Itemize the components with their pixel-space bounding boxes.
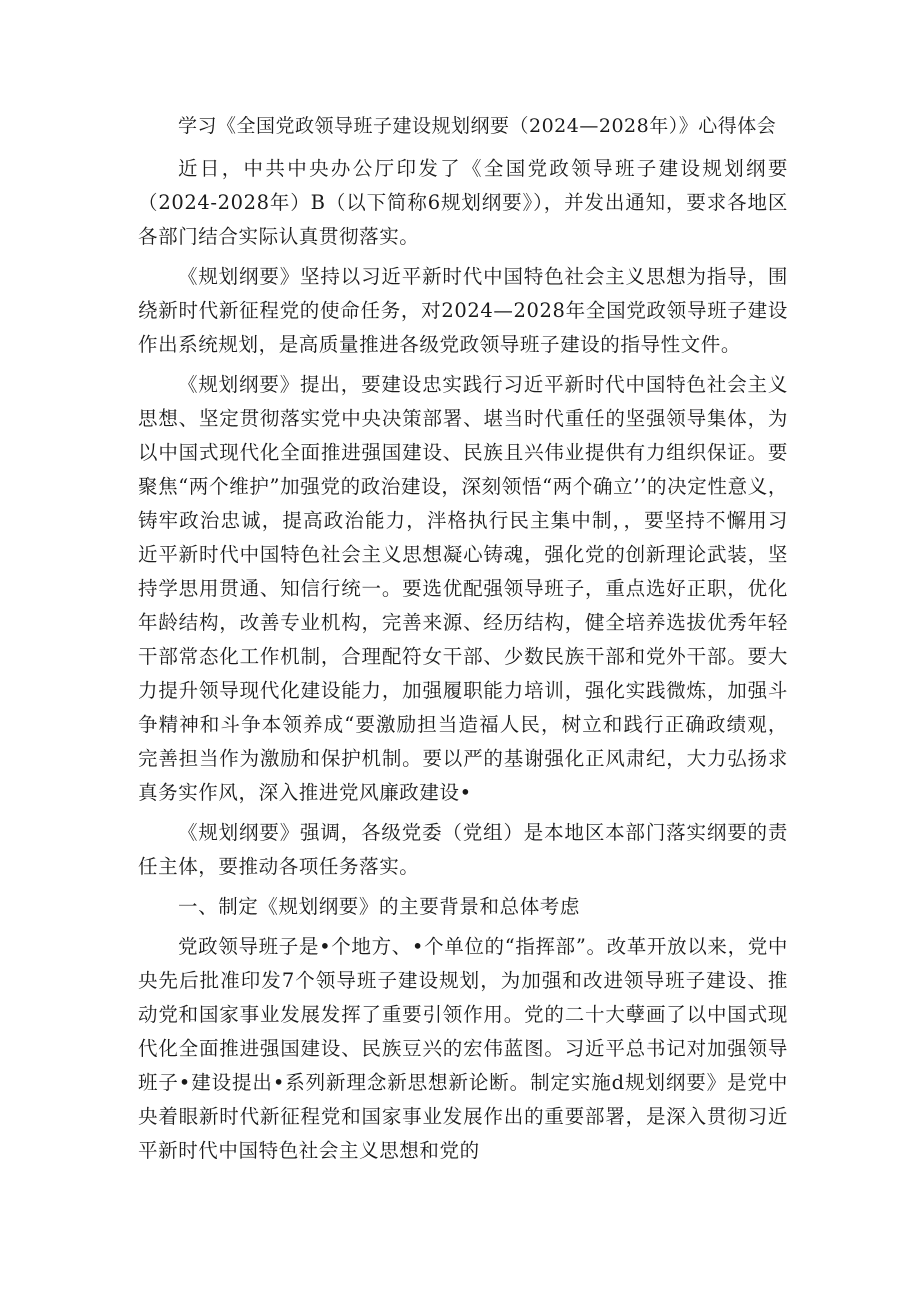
document-body [138, 112, 788, 1174]
paragraph-background: 党政领导班子是•个地方、•个单位的“指挥部”。改革开放以来，党中央先后批准印发7个领导班子建设规划，为加强和改进领导班子建设、推动党和国家事业发展发挥了重要引领作用。党的二十大孽画了以中国式现代化全面推进强国建设、民族豆兴的宏伟蓝图。习近平总书记对加强领导班子•建设提出•系列新理念新思想新论断。制定实施d规划纲要》是党中央着眼新时代新征程党和国家事业发展作出的重要部署，是深入贯彻习近平新时代中国特色社会主义思想和党的 [138, 935, 788, 1162]
section-heading: 一、制定《规划纲要》的主要背景和总体考虑 [178, 895, 581, 918]
paragraph-intro: 近日，中共中央办公厅印发了《全国党政领导班子建设规划纲要（2024-2028年）B（以下简称6规划纲要》），并发出通知，要求各地区各部门结合实际认真贯彻落实。 [138, 157, 788, 248]
document-title: 学习《全国党政领导班子建设规划纲要（2024—2028年）》心得体会 [178, 115, 777, 137]
paragraph-responsibility: 《规划纲要》强调，各级党委（党组）是本地区本部门落实纲要的责任主体，要推动各项任务落实。 [138, 821, 788, 878]
paragraph-guidance: 《规划纲要》坚持以习近平新时代中国特色社会主义思想为指导，围绕新时代新征程党的使命任务，对2024—2028年全国党政领导班子建设作出系统规划，是高质量推进各级党政领导班子建设的指导性文件。 [138, 265, 788, 356]
paragraph-requirements: 《规划纲要》提出，要建设忠实践行习近平新时代中国特色社会主义思想、坚定贯彻落实党中央决策部署、堪当时代重任的坚强领导集体，为以中国式现代化全面推进强国建设、民族且兴伟业提供有力组织保证。要聚焦“两个维护”加强党的政治建设，深刻领悟“两个确立’’的决定性意义，铸牢政治忠诚，提高政治能力，泮格执行民主集中制，，要坚持不懈用习近平新时代中国特色社会主义思想凝心铸魂，强化党的创新理论武装，坚持学思用贯通、知信行统一。要选优配强领导班子，重点选好正职，优化年龄结构，改善专业机构，完善来源、经历结构，健全培养选拔优秀年轻干部常态化工作机制，合理配符女干部、少数民族干部和党外干部。要大力提升领导现代化建设能力，加强履职能力培训，强化实践微炼，加强斗争精神和斗争本领养成“要激励担当造福人民，树立和践行正确政绩观，完善担当作为激励和保护机制。要以严的基谢强化正风肃纪，大力弘扬求真务实作风，深入推进党风廉政建设• [138, 373, 788, 804]
